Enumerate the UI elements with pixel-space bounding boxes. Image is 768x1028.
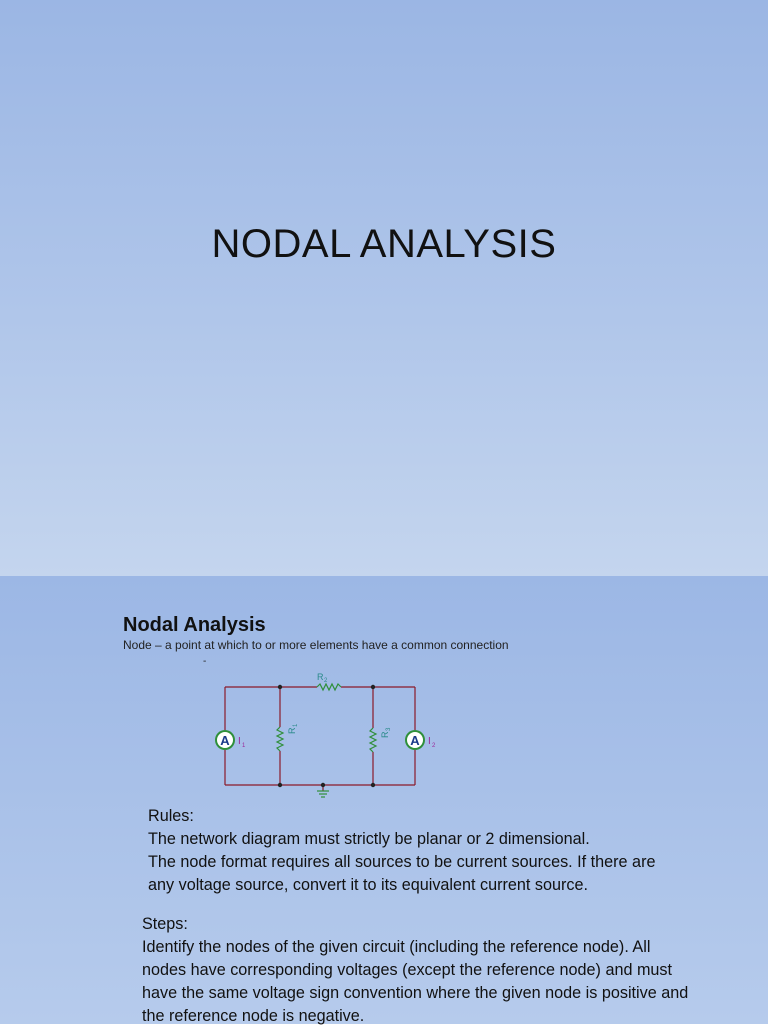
slide-heading: Nodal Analysis [123, 614, 266, 636]
steps-block [142, 913, 748, 1028]
i2-label: I [428, 736, 431, 747]
steps-line: have the same voltage sign convention where the given node is positive and [142, 984, 689, 1002]
steps-line: Identify the nodes of the given circuit (including the reference node). All [142, 938, 651, 956]
r1-label: R [287, 727, 297, 734]
dash-mark: - [203, 656, 207, 667]
ammeter-i1-label: A [220, 733, 230, 748]
i2-sub: 2 [432, 743, 436, 749]
r1-sub: 1 [293, 723, 299, 727]
rules-block [148, 805, 748, 897]
ammeter-i2-icon [405, 730, 425, 750]
resistor-r2 [317, 684, 341, 690]
r3-label: R [380, 731, 390, 738]
content-slide [0, 576, 768, 1024]
rules-heading: Rules: [148, 807, 194, 825]
i1-label: I [238, 736, 241, 747]
circuit-diagram [205, 666, 435, 796]
r2-label: R [317, 672, 324, 682]
steps-line: nodes have corresponding voltages (except the reference node) and must [142, 961, 673, 979]
ammeter-i1-icon [215, 730, 235, 750]
rules-line: any voltage source, convert it to its equivalent current source. [148, 876, 588, 894]
r2-sub: 2 [324, 678, 328, 684]
resistor-r3 [370, 728, 376, 752]
circuit-nodes [278, 685, 375, 787]
ground-icon [317, 791, 329, 797]
resistor-r1 [277, 727, 283, 751]
i1-sub: 1 [242, 743, 246, 749]
ammeter-i2-label: A [410, 733, 420, 748]
circuit-wires [225, 687, 415, 791]
steps-heading: Steps: [142, 915, 188, 933]
r3-sub: 3 [386, 727, 392, 731]
node-definition: Node – a point at which to or more elements have a common connection [123, 638, 509, 652]
slide-title: NODAL ANALYSIS [211, 222, 557, 266]
rules-line: The node format requires all sources to be current sources. If there are [148, 853, 656, 871]
rules-line: The network diagram must strictly be planar or 2 dimensional. [148, 830, 590, 848]
steps-line: the reference node is negative. [142, 1007, 365, 1025]
